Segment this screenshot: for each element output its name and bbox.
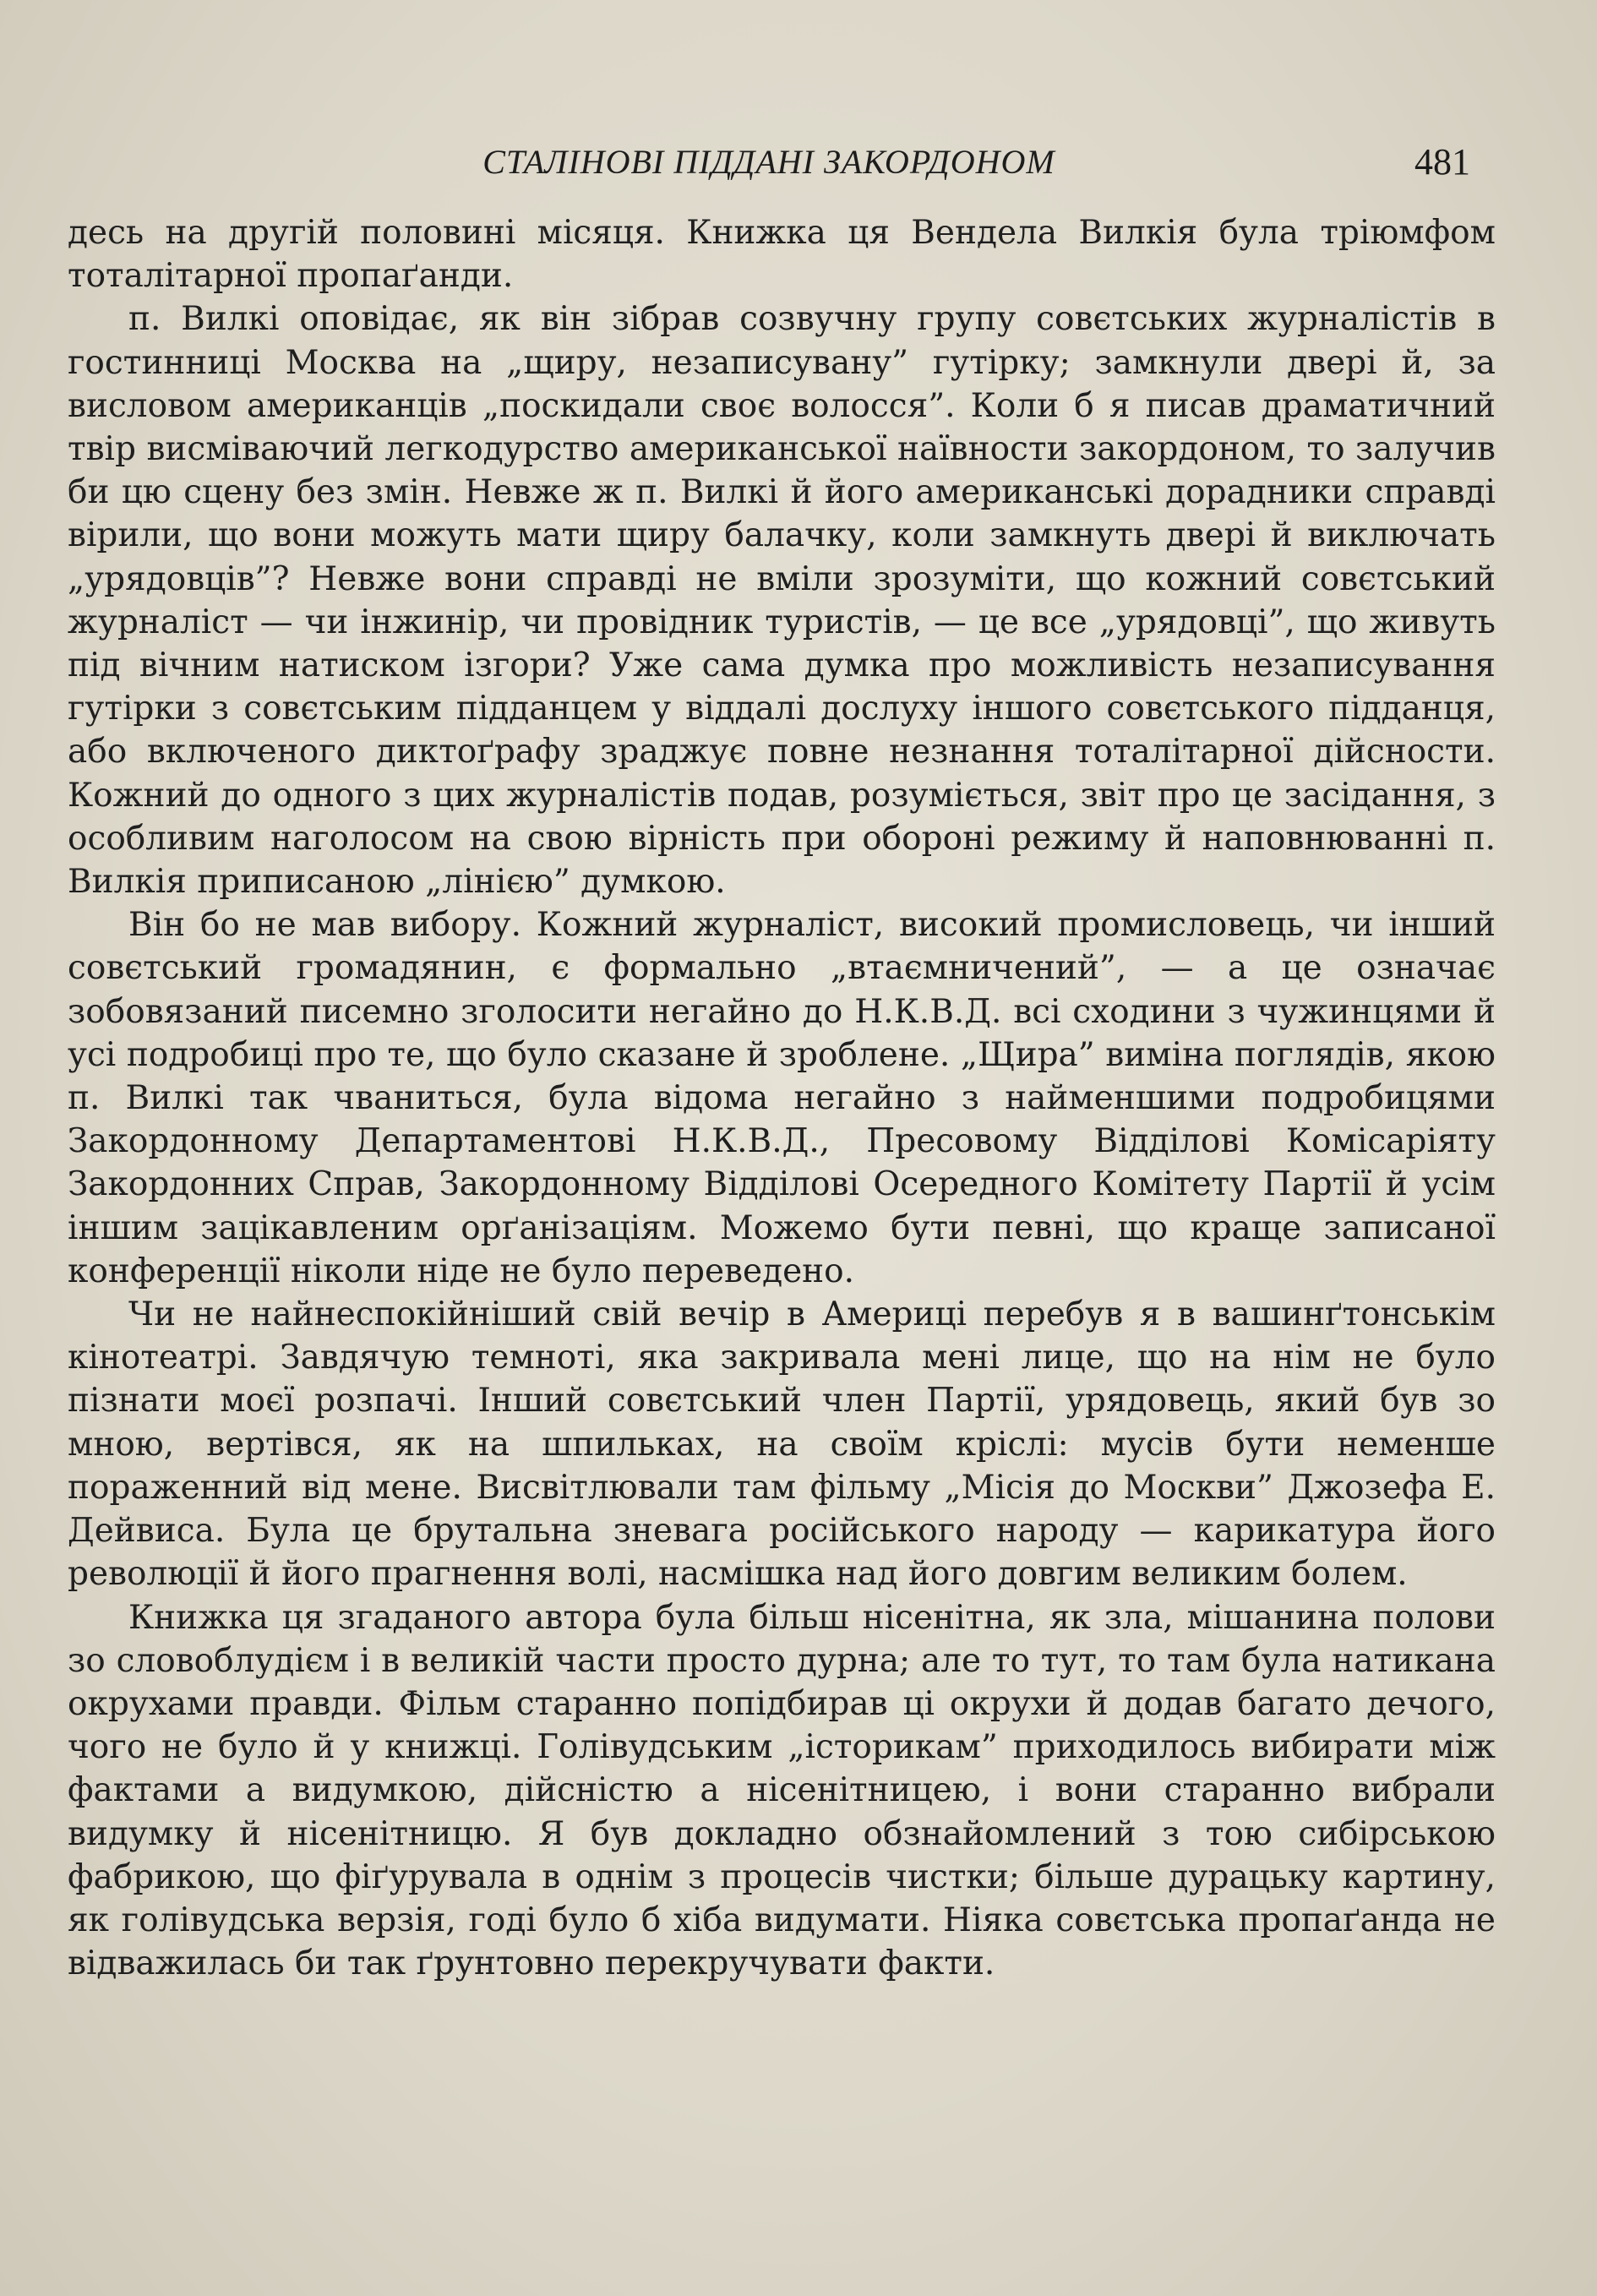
body-text	[68, 211, 1496, 1985]
page-header	[68, 142, 1470, 193]
paragraph-continued: десь на другій половині місяця. Книжка ця Вендела Вилкія була тріюмфом тоталітарної пропаґанди.	[68, 214, 1496, 296]
paragraph: Чи не найнеспокійніший свій вечір в Америці перебув я в вашинґтонськім кінотеатрі. Завдячую темноті, яка закривала мені лице, що на нім не було пізнати моєї розпачі. Інший совєтський член Партії, урядовець, який був зо мною, вертівся, як на шпильках, на своїм кріслі: мусів бути неменше пораженний від мене. Висвітлювали там фільму „Місія до Москви” Джозефа Е. Дейвиса. Була це брутальна зневага російського народу — карикатура його революції й його прагнення волі, насмішка над його довгим великим болем.	[68, 1295, 1496, 1594]
paragraph: Книжка ця згаданого автора була більш нісенітна, як зла, мішанина полови зо словоблудієм і в великій части просто дурна; але то тут, то там була натикана окрухами правди. Фільм старанно попідбирав ці окрухи й додав багато дечого, чого не було й у книжці. Голівудським „історикам” приходилось вибирати між фактами а видумкою, дійсністю а нісенітницею, і вони старанно вибрали видумку й нісенітницю. Я був докладно обзнайомлений з тою сибірською фабрикою, що фіґурувала в однім з процесів чистки; більше дурацьку картину, як голівудська верзія, годі було б хіба видумати. Ніяка совєтська пропаґанда не відважилась би так ґрунтовно перекручувати факти.	[68, 1598, 1496, 1983]
page-number: 481	[1414, 141, 1470, 183]
paragraph: Він бо не мав вибору. Кожний журналіст, високий промисловець, чи інший совєтський громадянин, є формально „втаємничений”, — а це означає зобовязаний писемно зголосити негайно до Н.К.В.Д. всі сходини з чужинцями й усі подробиці про те, що було сказане й зроблене. „Щира” виміна поглядів, якою п. Вилкі так чваниться, була відома негайно з найменшими подробицями Закордонному Департаментові Н.К.В.Д., Пресовому Відділові Комісаріяту Закордонних Справ, Закордонному Відділові Осередного Комітету Партії й усім іншим зацікавленим орґанізаціям. Можемо бути певні, що краще записаної конференції ніколи ніде не було переведено.	[68, 906, 1496, 1290]
running-title: СТАЛІНОВІ ПІДДАНІ ЗАКОРДОНОМ	[482, 143, 1055, 181]
paragraph: п. Вилкі оповідає, як він зібрав созвучну групу совєтських журналістів в гостинниці Москва на „щиру, незаписувану” гутірку; замкнули двері й, за висловом американців „поскидали своє волосся”. Коли б я писав драматичний твір висміваючий легкодурство американської наївности закордоном, то залучив би цю сцену без змін. Невже ж п. Вилкі й його американські дорадники справді вірили, що вони можуть мати щиру балачку, коли замкнуть двері й виключать „урядовців”? Невже вони справді не вміли зрозуміти, що кожний совєтський журналіст — чи інжинір, чи провідник туристів, — це все „урядовці”, що живуть під вічним натиском ізгори? Уже сама думка про можливість незаписування гутірки з совєтським підданцем у віддалі дослуху іншого совєтського підданця, або включеного диктоґрафу зраджує повне незнання тоталітарної дійсности. Кожний до одного з цих журналістів подав, розуміється, звіт про це засідання, з особливим наголосом на свою вірність при обороні режиму й наповнюванні п. Вилкія приписаною „лінією” думкою.	[68, 300, 1496, 902]
